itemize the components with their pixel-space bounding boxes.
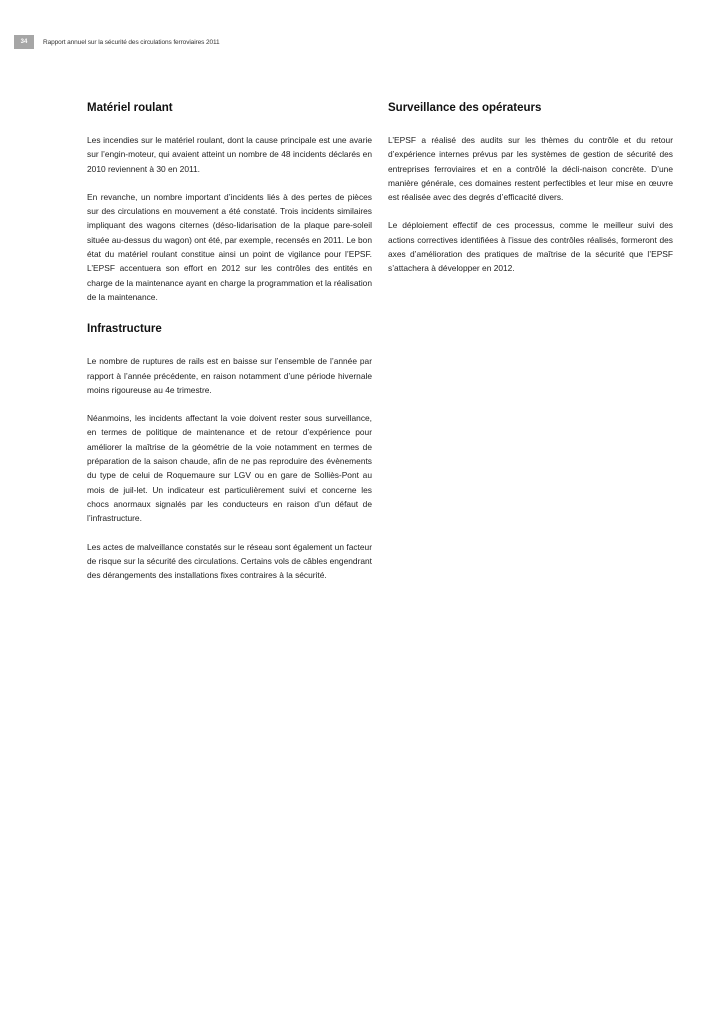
paragraph: Le déploiement effectif de ces processus, comme le meilleur suivi des actions correctives identifiées à l’issue des contrôles réalisés, formeront des axes d’amélioration des pratiques de maîtrise de la sécurité que l’EPSF s’attachera à développer en 2012. — [388, 220, 673, 274]
section-heading: Infrastructure — [87, 323, 162, 336]
paragraph: Néanmoins, les incidents affectant la voie doivent rester sous surveillance, en termes de politique de maintenance et de retour d’expérience pour améliorer la maîtrise de la géométrie de la voie notamment en termes de préparation de la saison chaude, afin de ne pas reproduire des évènements du type de celui de Roquemaure sur LGV ou en gare de Solliès-Pont au mois de juil-let. Un indicateur est particulièrement suivi et concerne les chocs anormaux signalés par les conducteurs en raison d’un défaut de l’infrastructure. — [87, 413, 372, 524]
section-materiel-roulant — [87, 102, 372, 304]
left-column — [87, 102, 372, 596]
section-surveillance-operateurs — [388, 102, 673, 276]
section-heading: Surveillance des opérateurs — [388, 102, 542, 114]
paragraph: Le nombre de ruptures de rails est en baisse sur l’ensemble de l’année par rapport à l’année précédente, en raison notamment d’une période hivernale moins rigoureuse au 4e trimestre. — [87, 356, 372, 395]
paragraph: L’EPSF a réalisé des audits sur les thèmes du contrôle et du retour d’expérience internes prévus par les systèmes de gestion de sécurité des entreprises ferroviaires et en a contrôlé la décli-naison concrète. D’une manière générale, ces domaines restent perfectibles et leur mise en œuvre est réalisée avec des degrés d’efficacité divers. — [388, 135, 673, 203]
section-infrastructure — [87, 323, 372, 582]
running-title: Rapport annuel sur la sécurité des circulations ferroviaires 2011 — [43, 38, 220, 46]
page-number: 34 — [14, 35, 34, 49]
page-header — [14, 35, 220, 49]
paragraph: Les incendies sur le matériel roulant, dont la cause principale est une avarie sur l’engin-moteur, qui avaient atteint un nombre de 48 incidents déclarés en 2010 reviennent à 30 en 2011. — [87, 135, 372, 174]
right-column — [388, 102, 673, 290]
paragraph: En revanche, un nombre important d’incidents liés à des pertes de pièces sur des circulations en mouvement a été constaté. Trois incidents similaires impliquant des wagons citernes (déso-lidarisation de la plaque pare-soleil située au-dessus du wagon) ont été, par exemple, recensés en 2011. Le bon état du matériel roulant constitue ainsi un point de vigilance pour l’EPSF. L’EPSF accentuera son effort en 2012 sur les contrôles des entités en charge de la maintenance ayant en charge la programmation et la réalisation de la maintenance. — [87, 191, 372, 302]
paragraph: Les actes de malveillance constatés sur le réseau sont également un facteur de risque sur la sécurité des circulations. Certains vols de câbles engendrant des dérangements des installations fixes contraires à la sécurité. — [87, 541, 372, 581]
section-heading: Matériel roulant — [87, 102, 173, 114]
